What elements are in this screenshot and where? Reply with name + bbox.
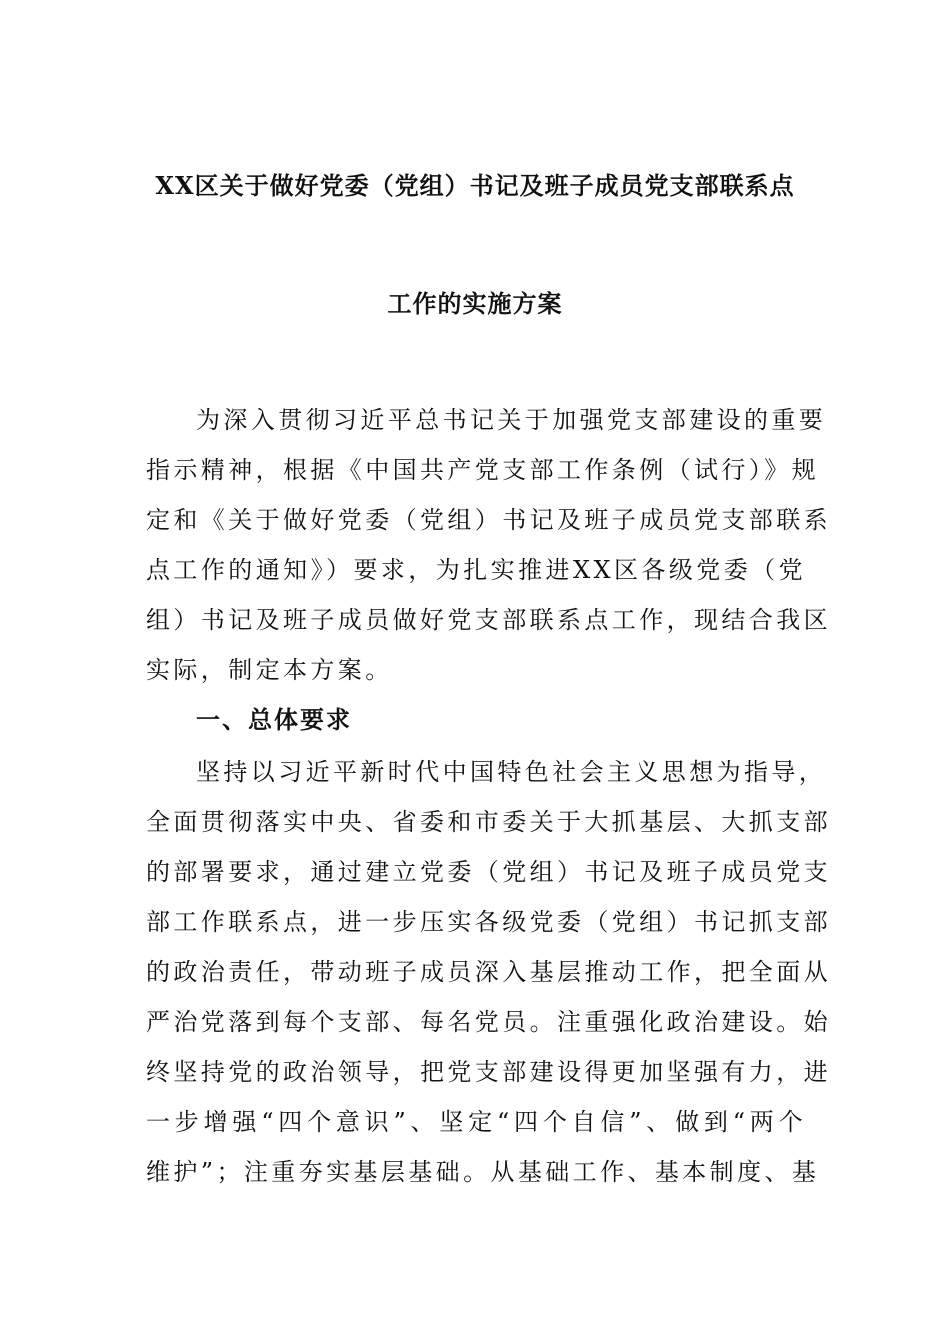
section-paragraph-line: 一步增强“四个意识”、坚定“四个自信”、做到“两个 [146,1108,806,1136]
section-paragraph-line: 坚持以习近平新时代中国特色社会主义思想为指导， [196,758,827,786]
intro-paragraph-line: 组）书记及班子成员做好党支部联系点工作，现结合我区 [146,606,831,634]
section-paragraph-line: 严治党落到每个支部、每名党员。注重强化政治建设。始 [146,1008,831,1036]
intro-paragraph-line: 实际，制定本方案。 [146,656,393,684]
intro-paragraph-line: 定和《关于做好党委（党组）书记及班子成员党支部联系 [146,506,831,534]
section-paragraph-line: 的政治责任，带动班子成员深入基层推动工作，把全面从 [146,958,831,986]
intro-paragraph-line: 为深入贯彻习近平总书记关于加强党支部建设的重要 [196,406,827,434]
document-title-line-1: XX区关于做好党委（党组）书记及班子成员党支部联系点 [155,171,795,200]
document-title-line-2: 工作的实施方案 [387,289,563,318]
section-paragraph-line: 维护”；注重夯实基层基础。从基础工作、基本制度、基 [146,1158,820,1186]
section-paragraph-line: 全面贯彻落实中央、省委和市委关于大抓基层、大抓支部 [146,808,831,836]
section-heading: 一、总体要求 [196,705,352,734]
section-paragraph-line: 部工作联系点，进一步压实各级党委（党组）书记抓支部 [146,908,831,936]
section-paragraph-line: 的部署要求，通过建立党委（党组）书记及班子成员党支 [146,858,831,886]
intro-paragraph-line: 指示精神，根据《中国共产党支部工作条例（试行）》规 [146,456,819,484]
section-paragraph-line: 终坚持党的政治领导，把党支部建设得更加坚强有力，进 [146,1058,831,1086]
intro-paragraph-line: 点工作的通知》）要求，为扎实推进XX区各级党委（党 [146,556,806,584]
